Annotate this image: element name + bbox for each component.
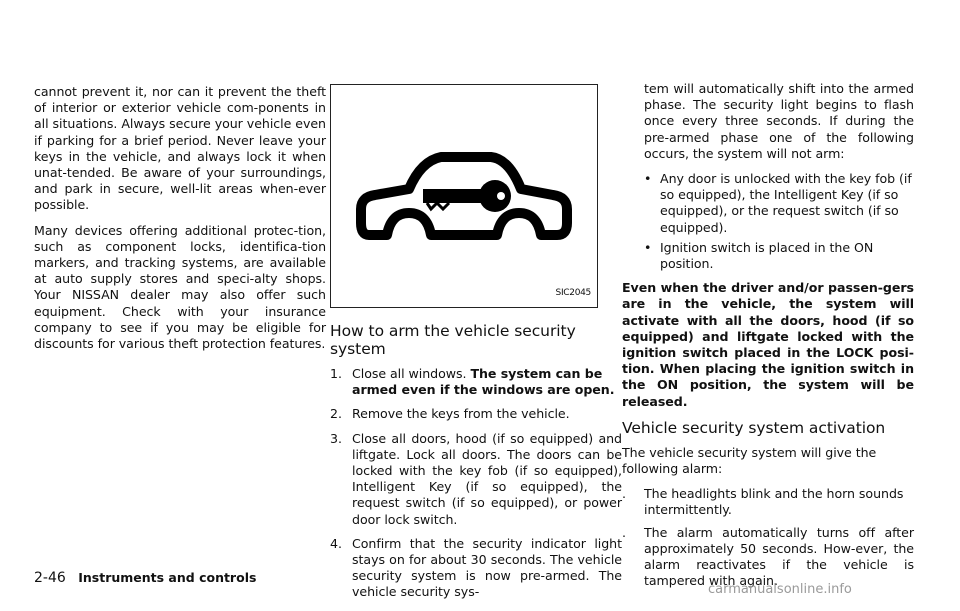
arm-steps <box>330 366 622 601</box>
section-title: Instruments and controls <box>78 570 257 585</box>
step-4-continued: tem will automatically shift into the armed phase. The security light begins to flash once every three seconds. If during the pre-armed phase one of the following occurs, the system will not arm: <box>644 81 914 161</box>
list-item: • Ignition switch is placed in the ON position. <box>644 239 874 272</box>
column-3 <box>622 81 914 597</box>
page-number: 2-46 <box>34 570 66 586</box>
list-item: . The headlights blink and the horn sounds intermittently. <box>622 486 904 518</box>
list-item: 1. Close all windows. The system can be armed even if the windows are open. <box>330 366 615 398</box>
warning-paragraph: Even when the driver and/or passen-gers are in the vehicle, the system will activate with all the doors, hood (if so equipped) and liftgate locked with the ignition switch placed in the LOCK posi-tion. When placing the ignition switch in the ON position, the system will be released. <box>622 280 914 409</box>
protection-paragraph: Many devices offering additional protec-tion, such as component locks, identifica-tion markers, and tracking systems, are available at auto supply stores and speci-alty shops. Your NISSAN dealer may also offer such equipment. Check with your insurance company to see if you may be eligible for discounts for various theft protection features. <box>34 222 326 352</box>
security-figure <box>330 84 598 308</box>
column-2 <box>330 84 622 609</box>
column-1 <box>34 84 326 361</box>
list-item: • Any door is unlocked with the key fob (if so equipped), the Intelligent Key (if so equipped), or the request switch (if so equipped). <box>644 171 912 235</box>
car-key-icon <box>331 85 597 307</box>
list-item: 4. Confirm that the security indicator light stays on for about 30 seconds. The vehicle security system is now pre-armed. The vehicle security sys- <box>330 535 622 600</box>
figure-id: SIC2045 <box>555 287 591 298</box>
list-item: 3. Close all doors, hood (if so equipped) and liftgate. Lock all doors. The doors can be locked with the key fob (if so equipped), Intelligent Key (if so equipped), the request switch (if so equipped), or power door lock switch. <box>330 430 622 527</box>
intro-paragraph: cannot prevent it, nor can it prevent the theft of interior or exterior vehicle com-ponents in all situations. Always secure your vehicle even if parking for a brief period. Never leave your keys in the vehicle, and always lock it when unat-tended. Be aware of your surroundings, and park in secure, well-lit areas when-ever possible. <box>34 84 326 213</box>
activation-heading: Vehicle security system activation <box>622 418 886 437</box>
pre-armed-conditions <box>622 171 914 272</box>
activation-intro: The vehicle security system will give the following alarm: <box>622 444 877 477</box>
list-item: 2. Remove the keys from the vehicle. <box>330 406 570 422</box>
alarm-list <box>622 486 914 589</box>
page-footer <box>34 570 256 586</box>
list-item: . The alarm automatically turns off after approximately 50 seconds. How-ever, the alarm reactivates if the vehicle is tampered with again. <box>622 524 914 589</box>
arm-section-heading: How to arm the vehicle security system <box>330 322 576 358</box>
watermark: carmanualsonline.info <box>708 582 852 597</box>
